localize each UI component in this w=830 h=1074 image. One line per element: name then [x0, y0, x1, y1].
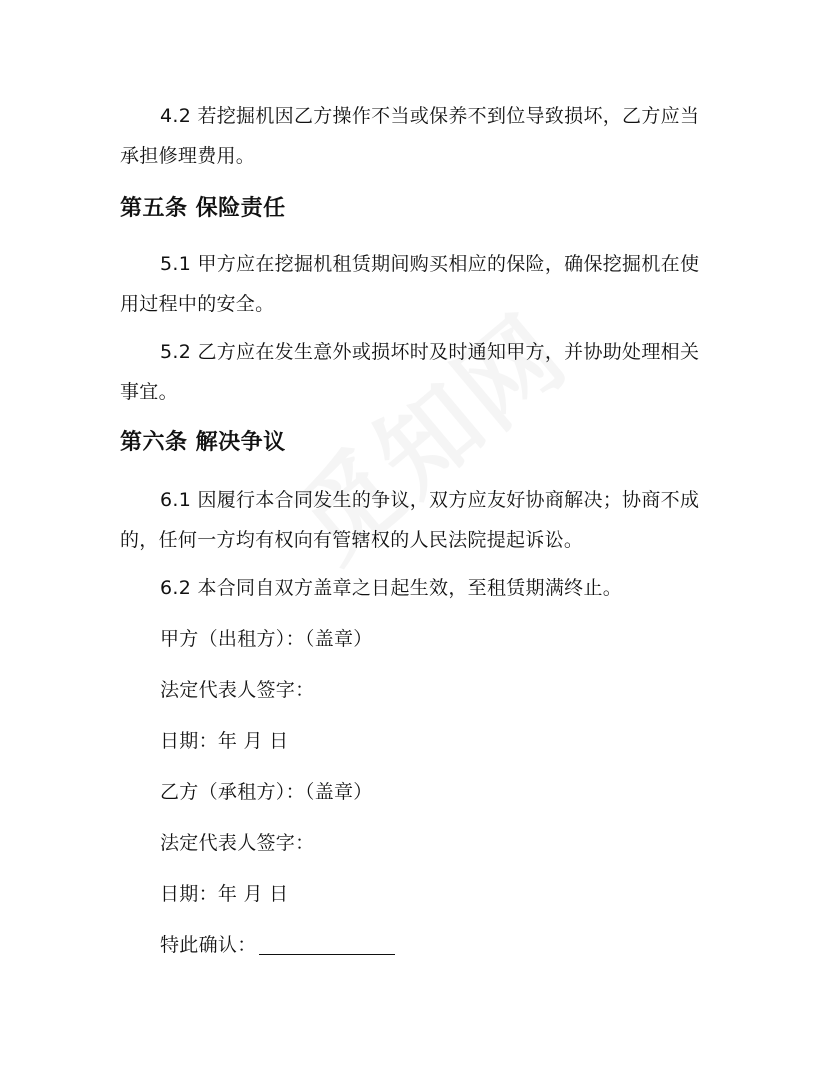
clause-6-2: 6.2 本合同自双方盖章之日起生效，至租赁期满终止。: [160, 577, 623, 599]
confirmation-label: 特此确认：: [160, 934, 257, 956]
party-b-line: 乙方（承租方）：（盖章）: [160, 781, 373, 803]
date-b: 日期：年 月 日: [160, 883, 289, 905]
representative-b-signature: 法定代表人签字：: [160, 832, 315, 854]
confirmation-blank[interactable]: [259, 932, 395, 955]
confirmation-line: [160, 930, 395, 960]
party-a-line: 甲方（出租方）：（盖章）: [160, 628, 373, 650]
clause-4-2: 4.2 若挖掘机因乙方操作不当或保养不到位导致损坏，乙方应当承担修理费用。: [120, 105, 700, 167]
clause-6-1: 6.1 因履行本合同发生的争议，双方应友好协商解决；协商不成的，任何一方均有权向有管辖权的人民法院提起诉讼。: [120, 489, 700, 551]
clause-5-2: 5.2 乙方应在发生意外或损坏时及时通知甲方，并协助处理相关事宜。: [120, 341, 700, 403]
clause-5-1: 5.1 甲方应在挖掘机租赁期间购买相应的保险，确保挖掘机在使用过程中的安全。: [120, 253, 700, 315]
heading-article-5: 第五条 保险责任: [120, 196, 286, 221]
heading-article-6: 第六条 解决争议: [120, 430, 286, 455]
date-a: 日期：年 月 日: [160, 730, 289, 752]
representative-a-signature: 法定代表人签字：: [160, 679, 315, 701]
